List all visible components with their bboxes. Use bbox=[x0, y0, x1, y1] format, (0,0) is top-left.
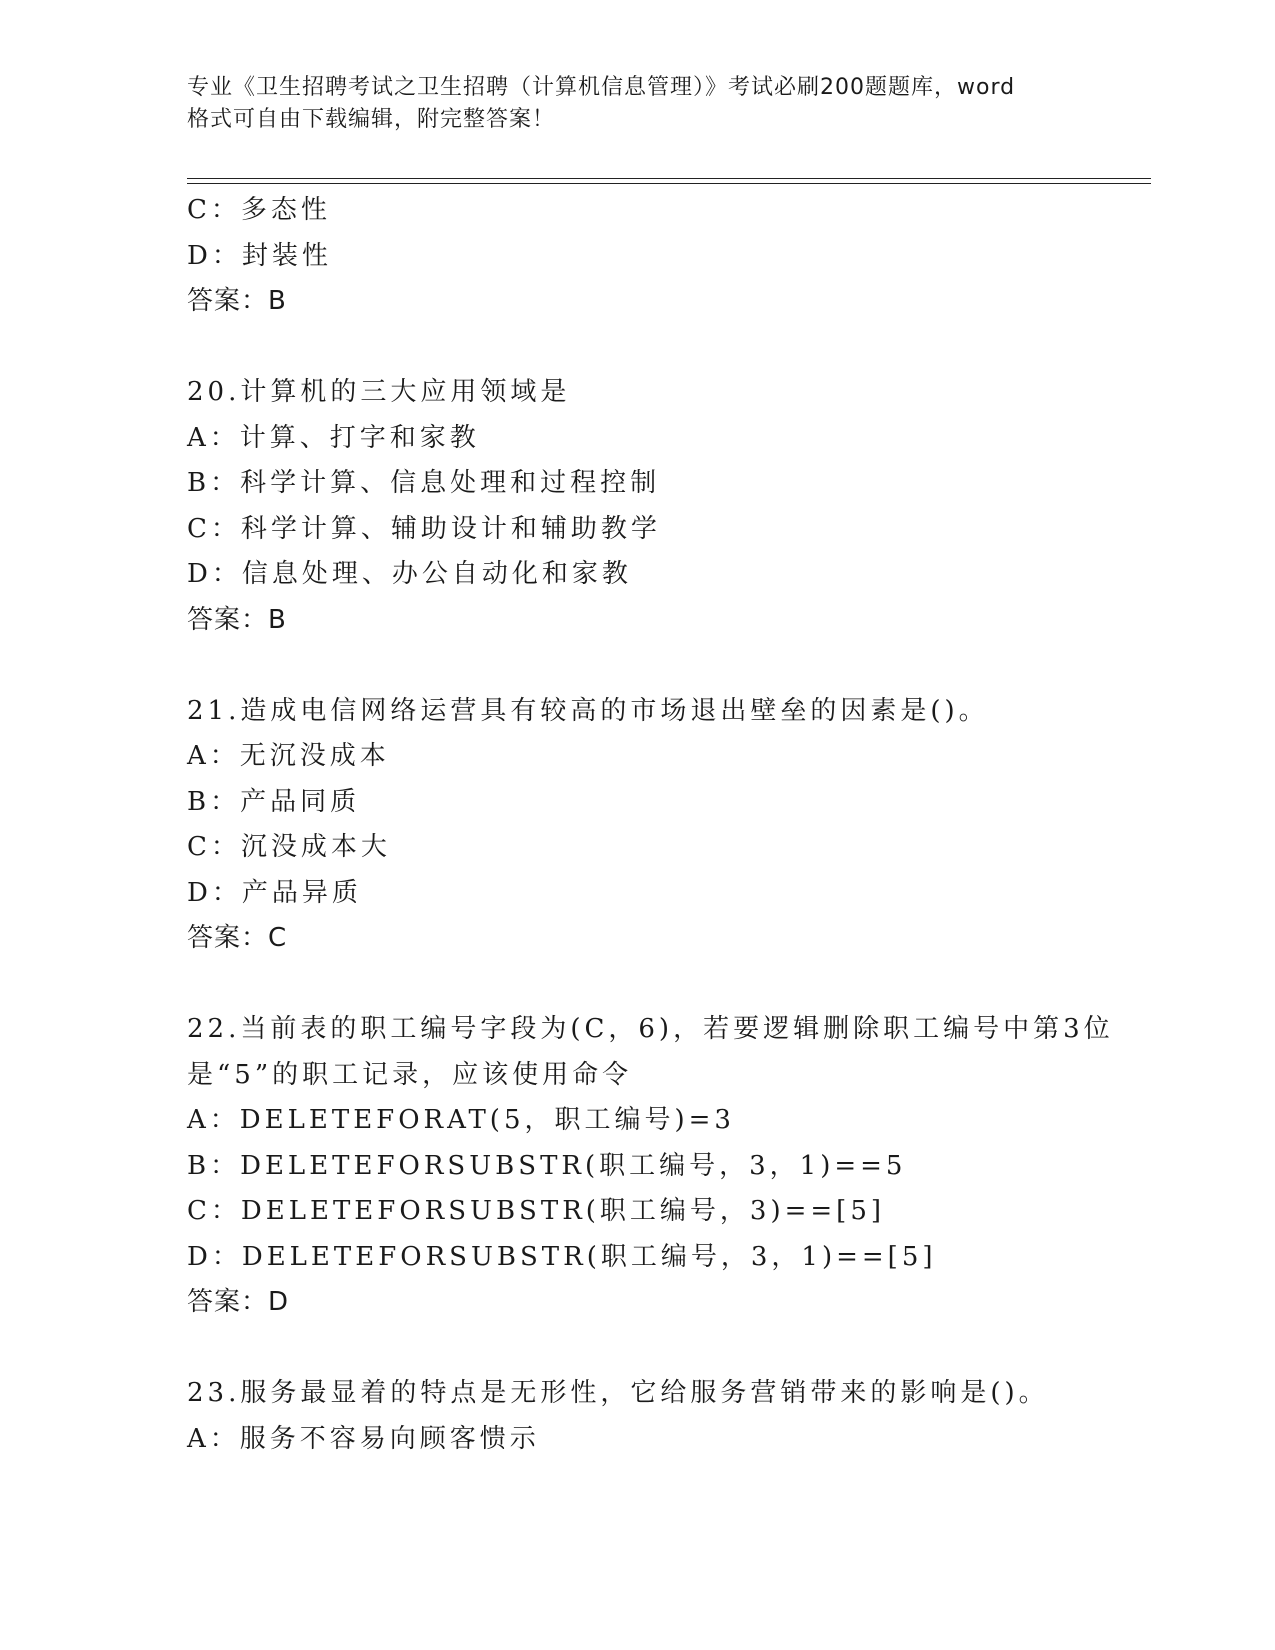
q20-option-b: B：科学计算、信息处理和过程控制 bbox=[187, 468, 661, 498]
q19-option-c: C：多态性 bbox=[187, 195, 331, 225]
q22-answer: 答案：D bbox=[187, 1287, 290, 1317]
spacer bbox=[187, 643, 1127, 689]
q21-option-d: D：产品异质 bbox=[187, 877, 362, 908]
q22-option-a: A：DELETEFORAT(5，职工编号)=3 bbox=[187, 1105, 735, 1135]
spacer bbox=[187, 325, 1127, 371]
q23-stem: 23.服务最显着的特点是无形性，它给服务营销带来的影响是()。 bbox=[187, 1378, 1049, 1408]
q23-option-a: A：服务不容易向顾客愦示 bbox=[187, 1423, 540, 1454]
q22-stem-line-1: 22.当前表的职工编号字段为(C，6)，若要逻辑删除职工编号中第3位 bbox=[187, 1014, 1114, 1044]
spacer bbox=[187, 962, 1127, 1008]
q20-option-d: D：信息处理、办公自动化和家教 bbox=[187, 559, 632, 589]
q20-stem: 20.计算机的三大应用领域是 bbox=[187, 377, 571, 407]
header-title-line-1: 专业《卫生招聘考试之卫生招聘（计算机信息管理）》考试必刷200题题库，word bbox=[187, 75, 1016, 100]
document-header bbox=[187, 72, 1087, 136]
header-title-line-2: 格式可自由下载编辑，附完整答案！ bbox=[187, 107, 556, 132]
q20-option-a: A：计算、打字和家教 bbox=[187, 422, 480, 453]
q21-option-b: B：产品同质 bbox=[187, 786, 361, 817]
q22-stem-line-2: 是“5”的职工记录，应该使用命令 bbox=[187, 1059, 633, 1090]
q21-stem: 21.造成电信网络运营具有较高的市场退出壁垒的因素是()。 bbox=[187, 695, 989, 726]
q20-option-c: C：科学计算、辅助设计和辅助教学 bbox=[187, 513, 661, 544]
question-list bbox=[187, 188, 1127, 1462]
q22-option-c: C：DELETEFORSUBSTR(职工编号，3)==[5] bbox=[187, 1196, 886, 1226]
q19-option-d: D：封装性 bbox=[187, 240, 332, 271]
spacer bbox=[187, 1326, 1127, 1372]
q20-answer: 答案：B bbox=[187, 604, 287, 635]
q22-option-b: B：DELETEFORSUBSTR(职工编号，3，1)==5 bbox=[187, 1150, 907, 1181]
q21-option-a: A：无沉没成本 bbox=[187, 741, 390, 771]
q21-answer: 答案：C bbox=[187, 923, 288, 953]
q22-option-d: D：DELETEFORSUBSTR(职工编号，3，1)==[5] bbox=[187, 1241, 937, 1272]
q21-option-c: C：沉没成本大 bbox=[187, 832, 391, 862]
header-divider-top bbox=[187, 178, 1151, 179]
q19-answer: 答案：B bbox=[187, 286, 287, 316]
header-divider-bottom bbox=[187, 183, 1151, 184]
